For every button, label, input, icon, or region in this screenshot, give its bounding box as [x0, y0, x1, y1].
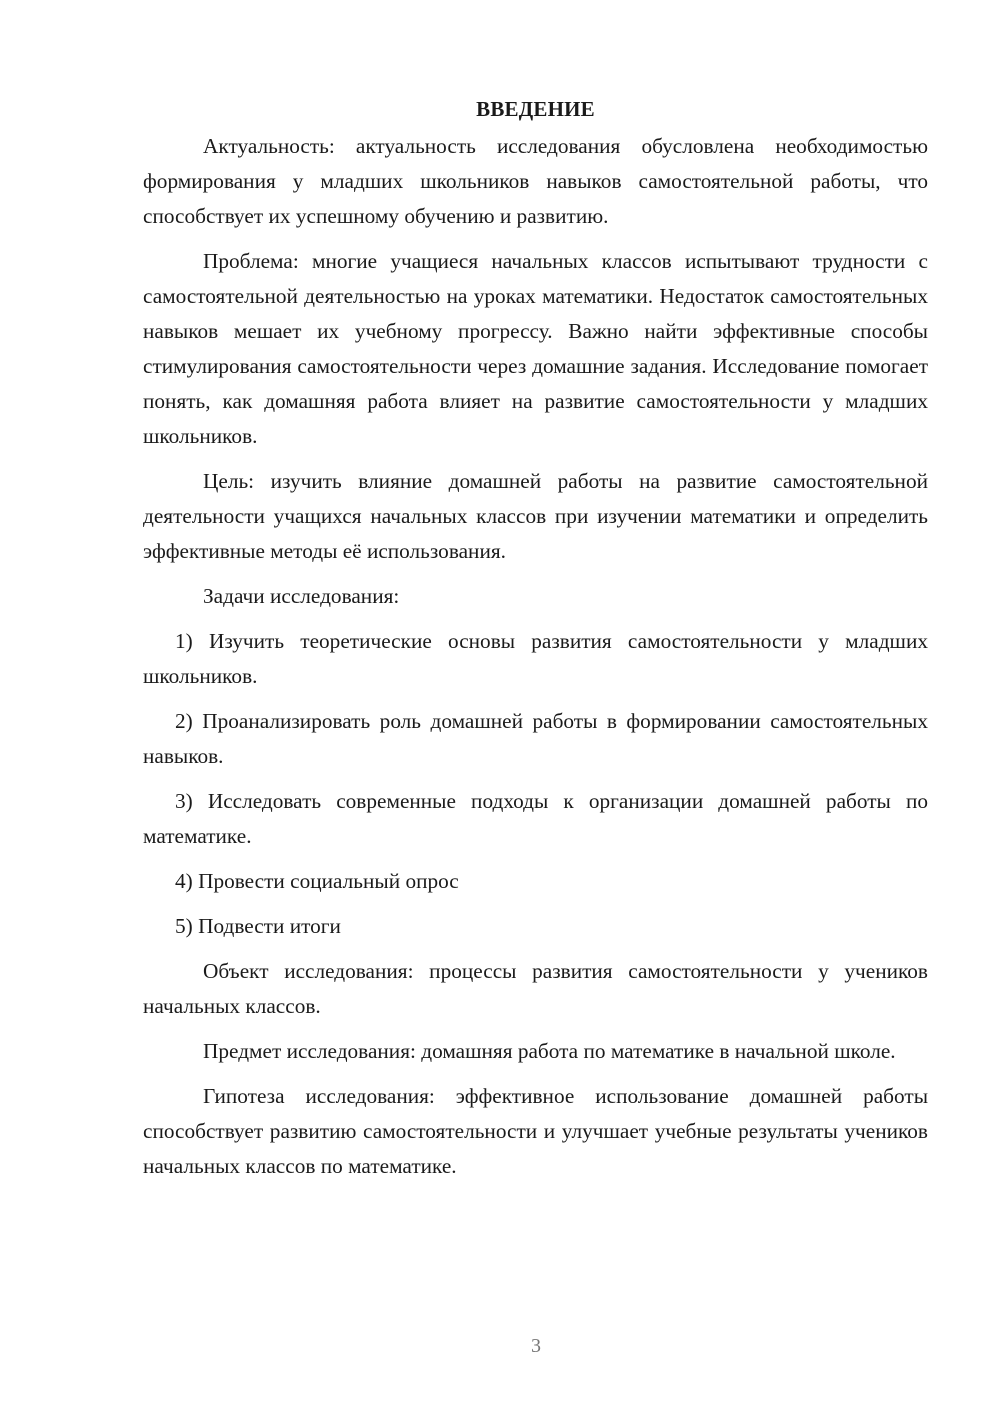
task-item: 2) Проанализировать роль домашней работы в формировании самостоятельных навыков.: [143, 709, 928, 768]
hypothesis-paragraph: Гипотеза исследования: эффективное использование домашней работы способствует развитию самостоятельности и улучшает учебные результаты учеников начальных классов по математике.: [143, 1084, 928, 1178]
goal-paragraph: Цель: изучить влияние домашней работы на развитие самостоятельной деятельности учащихся начальных классов при изучении математики и определить эффективные методы её использования.: [143, 469, 928, 563]
relevance-paragraph: Актуальность: актуальность исследования обусловлена необходимостью формирования у младших школьников навыков самостоятельной работы, что способствует их успешному обучению и развитию.: [143, 134, 928, 228]
task-item: 4) Провести социальный опрос: [175, 869, 459, 893]
tasks-list: [143, 624, 928, 944]
subject-paragraph: Предмет исследования: домашняя работа по математике в начальной школе.: [203, 1039, 896, 1063]
task-item: 5) Подвести итоги: [175, 914, 341, 938]
task-item: 1) Изучить теоретические основы развития самостоятельности у младших школьников.: [143, 629, 928, 688]
tasks-heading: Задачи исследования:: [203, 584, 400, 608]
object-paragraph: Объект исследования: процессы развития самостоятельности у учеников начальных классов.: [143, 959, 928, 1018]
document-page: [143, 92, 928, 1194]
page-number: 3: [531, 1335, 541, 1357]
problem-paragraph: Проблема: многие учащиеся начальных классов испытывают трудности с самостоятельной деятельностью на уроках математики. Недостаток самостоятельных навыков мешает их учебному прогрессу. Важно найти эффективные способы стимулирования самостоятельности через домашние задания. Исследование помогает понять, как домашняя работа влияет на развитие самостоятельности у младших школьников.: [143, 249, 928, 448]
section-title: ВВЕДЕНИЕ: [476, 97, 595, 121]
task-item: 3) Исследовать современные подходы к организации домашней работы по математике.: [143, 789, 928, 848]
